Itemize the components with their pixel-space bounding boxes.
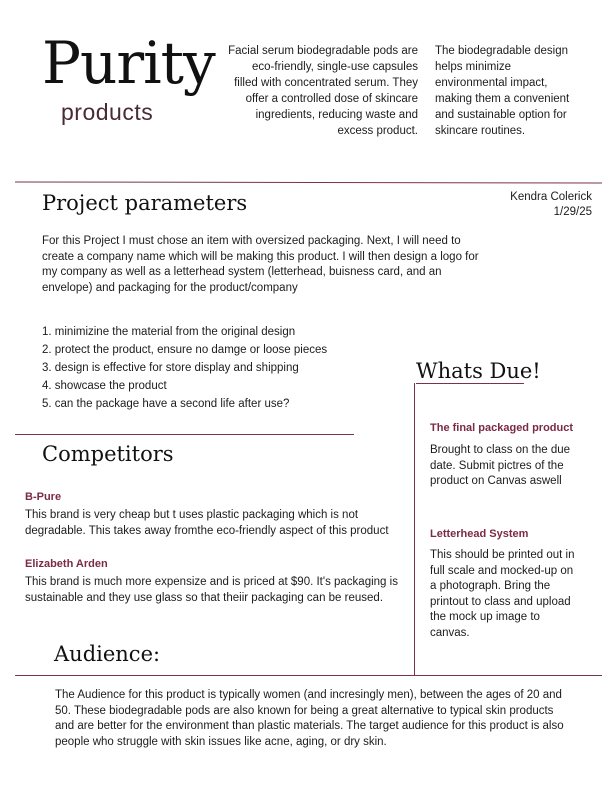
audience-divider <box>15 675 602 676</box>
project-description: For this Project I must chose an item with oversized packaging. Next, I will need to create a company name which will be making this product. I will then design a logo for my company as well as a letterhead system (letterhead, buisness card, and an envelope) and packaging for the product/company <box>42 235 479 294</box>
author-info <box>470 190 592 220</box>
audience-description: The Audience for this product is typically women (and incresingly men), between the ages of 20 and 50. These biodegradable pods are also known for being a great alternative to typical skin products and are better for the environment than plastic materials. The target audience for this product is also people who struggle with skin issues like acne, aging, or dry skin. <box>55 689 564 748</box>
whats-due-heading: Whats Due! <box>416 359 541 383</box>
brand-logo-title: Purity <box>42 29 215 97</box>
author-date: 1/29/25 <box>553 206 592 218</box>
list-item: 3. design is effective for store display and shipping <box>42 362 299 374</box>
audience-heading: Audience: <box>54 642 161 666</box>
due-item-title: The final packaged product <box>430 422 574 434</box>
whats-due-underline <box>416 383 524 384</box>
header-divider <box>15 181 602 183</box>
whats-due-column-divider <box>414 383 415 675</box>
brand-logo-subtitle: products <box>61 99 154 125</box>
project-parameters-heading: Project parameters <box>42 191 248 215</box>
list-item: 1. minimizine the material from the original design <box>42 326 296 338</box>
author-name: Kendra Colerick <box>510 191 592 203</box>
due-item-title: Letterhead System <box>430 528 529 540</box>
competitors-heading: Competitors <box>42 442 174 466</box>
competitor-name: B-Pure <box>25 491 62 503</box>
project-requirements-list <box>42 323 402 413</box>
intro-text-right-aligned: Facial serum biodegradable pods are eco-friendly, single-use capsules filled with concentrated serum. They offer a controlled dose of skincare ingredients, reducing waste and excess product. <box>228 45 418 137</box>
due-item-text: This should be printed out in full scale and mocked-up on a photograph. Bring the printout to class and upload the mock up image to canvas. <box>430 549 575 639</box>
competitor-name: Elizabeth Arden <box>25 558 108 570</box>
competitor-description: This brand is much more expensize and is priced at $90. It's packaging is sustainable and they use glass so that theiir packaging can be reused. <box>25 576 398 604</box>
intro-text-left-aligned: The biodegradable design helps minimize environmental impact, making them a convenient and sustainable option for skincare routines. <box>435 45 570 137</box>
competitor-description: This brand is very cheap but t uses plastic packaging which is not degradable. This takes away fromthe eco-friendly aspect of this product <box>25 509 389 537</box>
due-item-text: Brought to class on the due date. Submit pictres of the product on Canvas aswell <box>430 444 571 487</box>
competitors-divider <box>15 434 354 435</box>
list-item: 5. can the package have a second life after use? <box>42 398 290 410</box>
list-item: 4. showcase the product <box>42 380 167 392</box>
list-item: 2. protect the product, ensure no damge or loose pieces <box>42 344 328 356</box>
